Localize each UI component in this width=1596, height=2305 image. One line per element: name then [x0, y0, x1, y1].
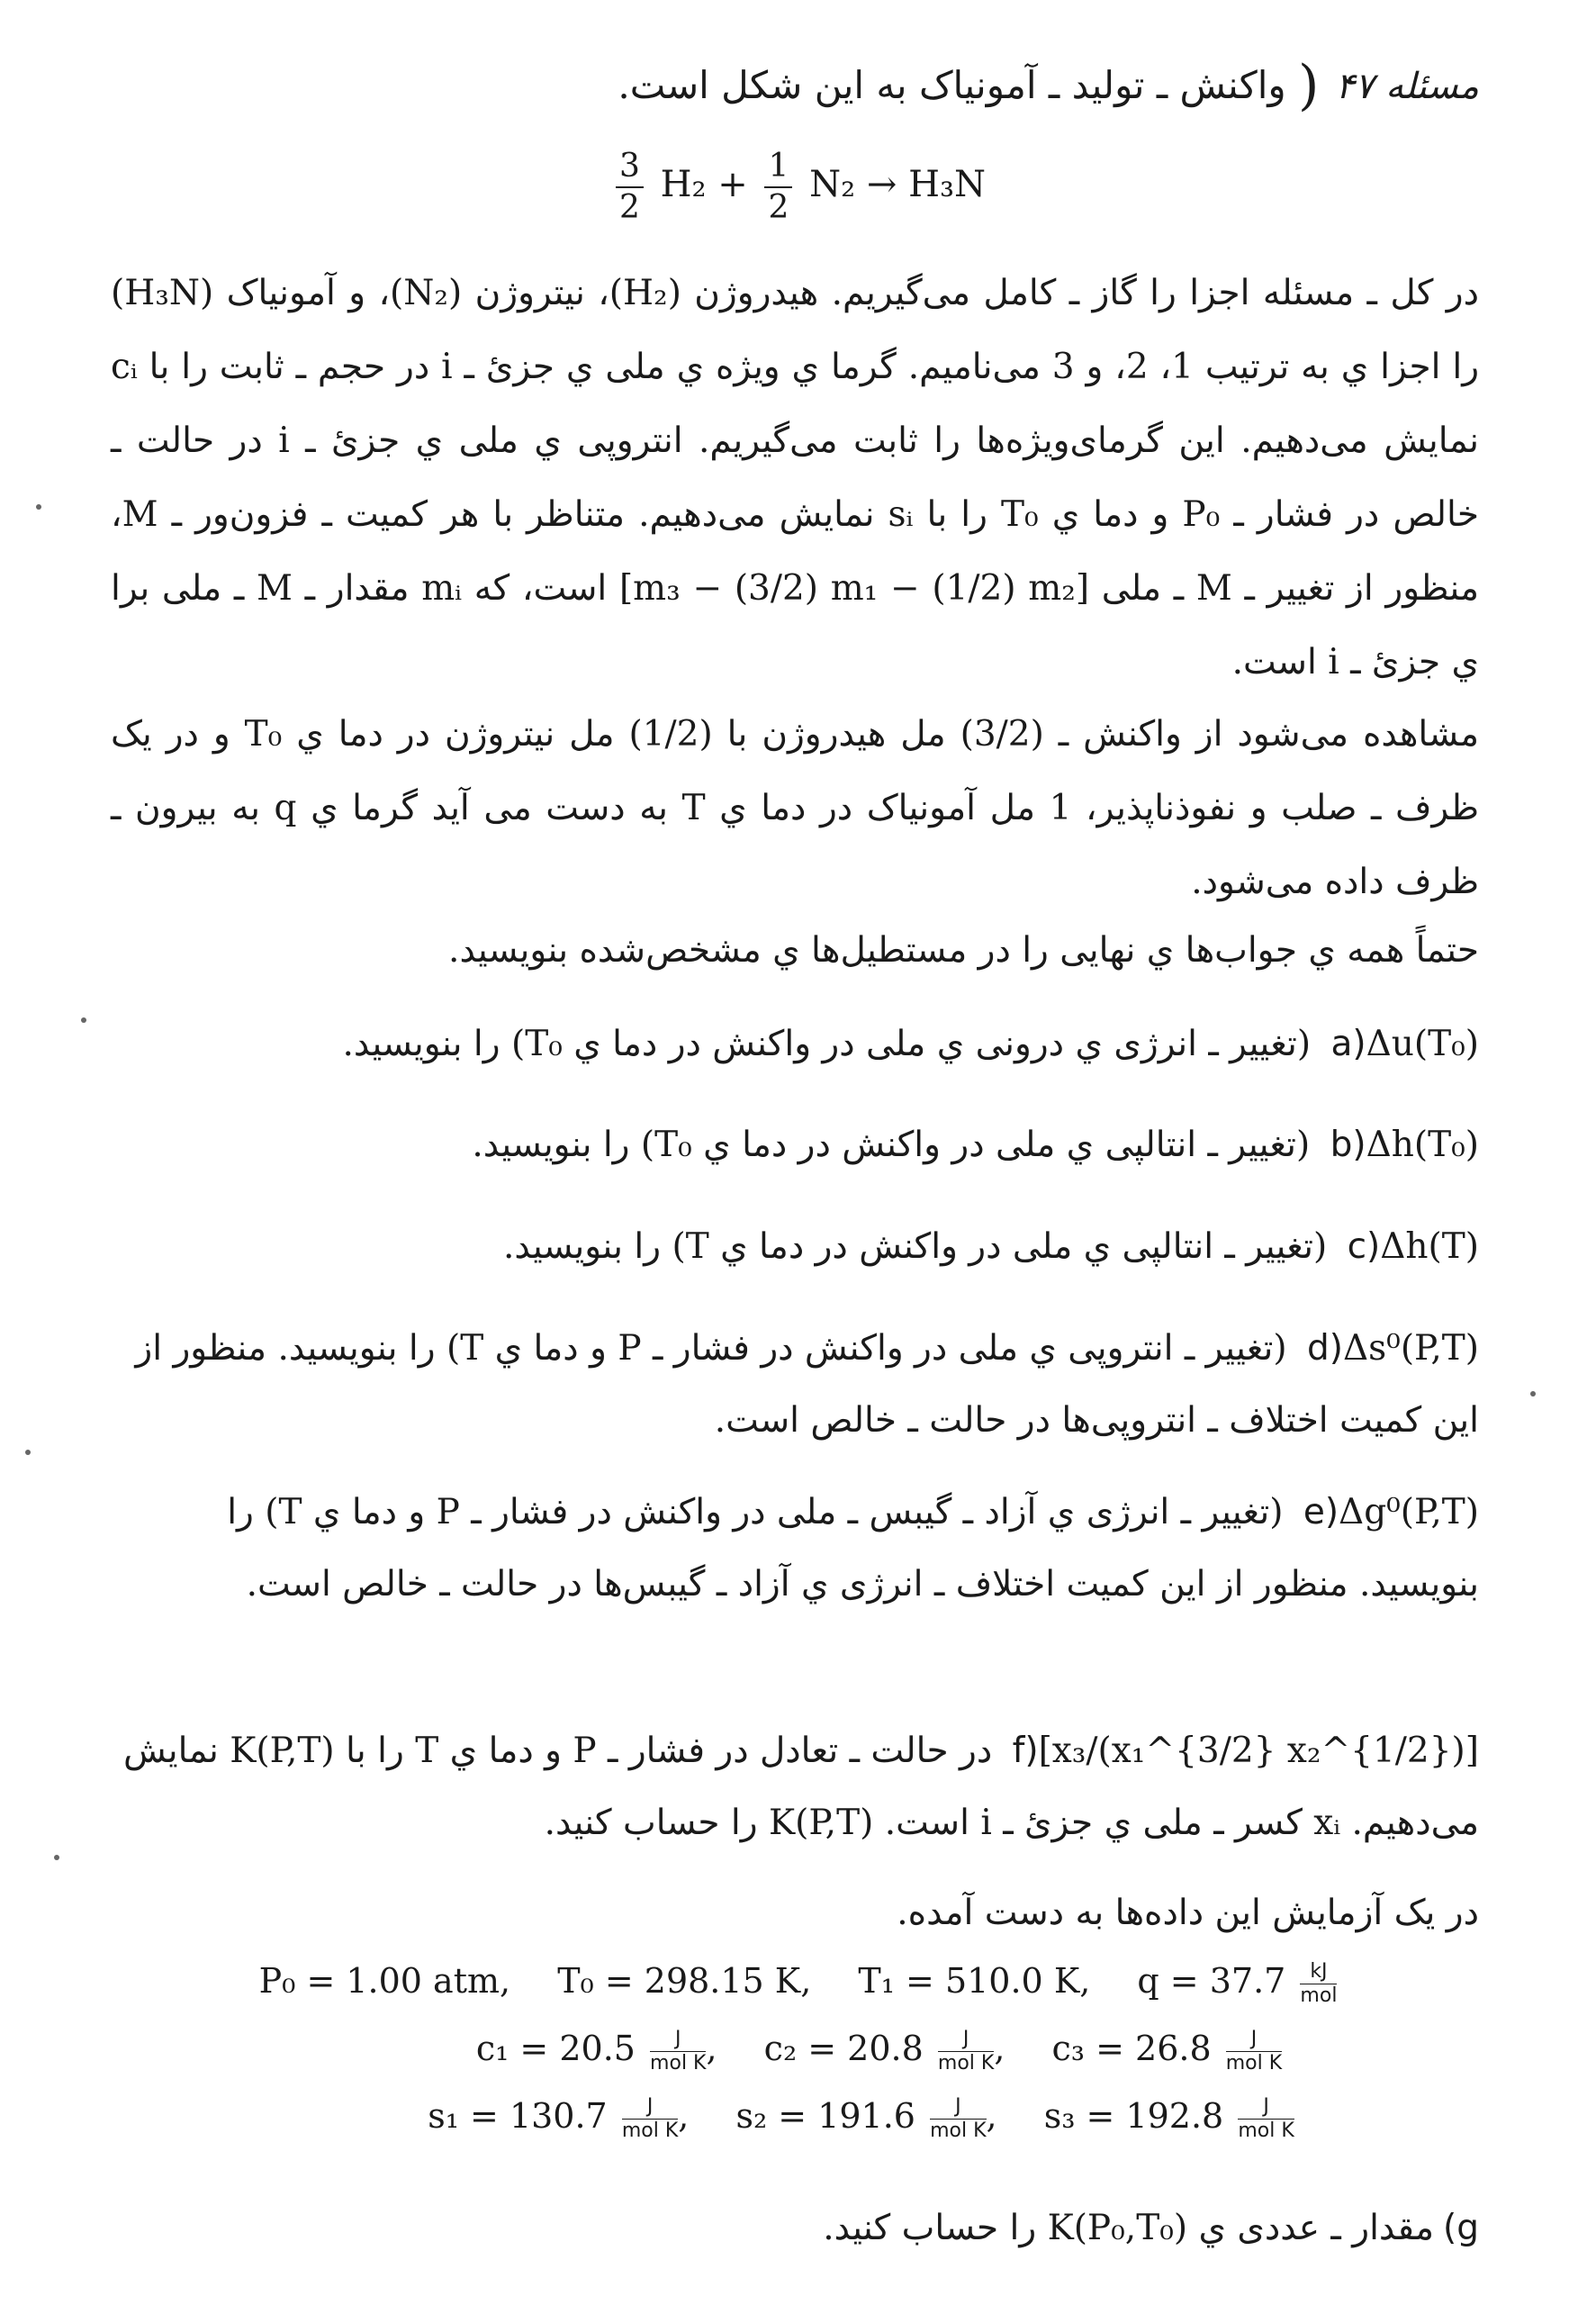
- item-c-label: c): [1347, 1226, 1381, 1267]
- c1-unit: [650, 2029, 706, 2074]
- c1-unit-num: J: [650, 2029, 706, 2052]
- c2-unit-num: J: [938, 2029, 994, 2052]
- problem-label: مسئله ۴۷: [1335, 66, 1479, 107]
- scan-speck: [25, 1450, 31, 1455]
- c3-value: c₃ = 26.8: [1051, 2029, 1212, 2068]
- s1-unit: [622, 2097, 678, 2141]
- coef-h-fraction: [616, 150, 644, 224]
- c1-value: c₁ = 20.5: [475, 2029, 636, 2068]
- experiment-intro: در یک آزمایش این داده‌ها به دست آمده.: [897, 1893, 1479, 1933]
- s2-value: s₂ = 191.6: [735, 2096, 915, 2136]
- t1-value: T₁ = 510.0 K,: [858, 1961, 1091, 2001]
- s3-unit-den: mol K: [1238, 2120, 1294, 2142]
- c2-unit-den: mol K: [937, 2052, 995, 2074]
- q-unit: [1300, 1962, 1337, 2006]
- item-a: [111, 1008, 1479, 1080]
- reaction-arrow: →: [866, 164, 897, 205]
- item-e-text: Δg⁰(P,T) (تغییر ـ انرژی ي آزاد ـ گیبس ـ ملی در واکنش در فشار ـ P و دما ي T) را بنویسید. منظور از این کمیت اختلاف ـ انرژی ي آزاد ـ گیبس‌ها در حالت ـ خالص است.: [227, 1492, 1479, 1604]
- item-g-text: مقدار ـ عددی ي K(P₀,T₀) را حساب کنید.: [823, 2208, 1435, 2248]
- paragraph-instruction: حتماً همه ي جواب‌ها ي نهایی را در مستطیل‌ها ي مشخص‌شده بنویسید.: [448, 930, 1479, 971]
- item-g: [111, 2192, 1479, 2264]
- scan-speck: [1530, 1391, 1536, 1397]
- item-a-label: a): [1330, 1024, 1366, 1064]
- n2-symbol: N₂: [809, 164, 856, 205]
- c2-unit: [938, 2029, 994, 2074]
- item-b-label: b): [1330, 1125, 1366, 1165]
- coef-n-fraction: [764, 150, 792, 224]
- h2-symbol: H₂: [660, 164, 707, 205]
- item-b-text: Δh(T₀) (تغییر ـ انتالپی ي ملی در واکنش در دما ي T₀) را بنویسید.: [472, 1125, 1479, 1165]
- s3-value: s₃ = 192.8: [1043, 2096, 1224, 2136]
- coef-h-num: 3: [616, 150, 644, 188]
- c3-unit: [1226, 2029, 1282, 2074]
- product-symbol: H₃N: [908, 164, 987, 205]
- item-d: [111, 1313, 1479, 1457]
- item-b: [111, 1109, 1479, 1181]
- coef-h-den: 2: [618, 189, 640, 226]
- intro-text: واکنش ـ تولید ـ آمونیاک به این شکل است.: [618, 63, 1286, 107]
- item-e-label: e): [1303, 1492, 1339, 1532]
- scan-speck: [81, 1017, 86, 1023]
- scan-speck: [36, 504, 41, 510]
- c3-unit-num: J: [1226, 2029, 1282, 2052]
- data-row-3: s₁ = 130.7 $\frac{J}{\text{mol K}}$ , s₂ = 191.6 $\frac{J}{\text{mol K}}$ , s₃ = 192.8 $\frac{J}{\text{mol K}}$: [428, 2095, 1294, 2142]
- item-d-label: d): [1307, 1328, 1343, 1369]
- item-a-text: Δu(T₀) (تغییر ـ انرژی ي درونی ي ملی در واکنش در دما ي T₀) را بنویسید.: [342, 1024, 1479, 1064]
- s2-unit-den: mol K: [930, 2120, 987, 2142]
- item-g-label: g): [1443, 2208, 1479, 2248]
- p0-value: P₀ = 1.00 atm,: [258, 1961, 511, 2001]
- s1-unit-num: J: [622, 2097, 678, 2120]
- data-row-2: c₁ = 20.5 $\frac{J}{\text{mol K}}$ , c₂ = 20.8 $\frac{J}{\text{mol K}}$ , c₃ = 26.8 $\frac{J}{\text{mol K}}$: [475, 2028, 1283, 2074]
- header-line: [111, 45, 1479, 126]
- t0-value: T₀ = 298.15 K,: [557, 1961, 812, 2001]
- c1-unit-den: mol K: [650, 2052, 707, 2074]
- item-e: [111, 1477, 1479, 1621]
- s3-unit-num: J: [1238, 2097, 1294, 2120]
- q-value: q = 37.7: [1137, 1961, 1286, 2001]
- coef-n-num: 1: [764, 150, 792, 188]
- paragraph-observation: مشاهده می‌شود از واکنش ـ (3/2) مل هیدروژن با (1/2) مل نیتروژن در دما ي T₀ و در یک ظرف ـ صلب و نفوذناپذیر، 1 مل آمونیاک در دما ي T به دست می آید گرما ي q به بیرون ـ ظرف داده می‌شود.: [111, 714, 1479, 902]
- item-c-text: Δh(T) (تغییر ـ انتالپی ي ملی در واکنش در دما ي T) را بنویسید.: [502, 1226, 1479, 1267]
- q-unit-den: mol: [1300, 1984, 1338, 2007]
- item-f-label: f): [1012, 1731, 1039, 1771]
- c3-unit-den: mol K: [1225, 2052, 1283, 2074]
- plus-sign: +: [717, 164, 748, 205]
- item-f-text: [x₃/(x₁^{3/2} x₂^{1/2})] در حالت ـ تعادل در فشار ـ P و دما ي T را با K(P,T) نمایش می‌دهیم. xᵢ کسر ـ ملی ي جزئ ـ i است. K(P,T) را حساب کنید.: [123, 1731, 1479, 1843]
- reaction-equation: [0, 135, 1596, 234]
- c2-value: c₂ = 20.8: [763, 2029, 924, 2068]
- scan-speck: [54, 1855, 59, 1860]
- s3-unit: [1238, 2097, 1294, 2141]
- s2-unit-num: J: [930, 2097, 986, 2120]
- bracket-mark: (: [1298, 54, 1320, 117]
- paragraph-definitions: در کل ـ مسئله اجزا را گاز ـ کامل می‌گیریم. هیدروژن (H₂)، نیتروژن (N₂)، و آمونیاک (H₃N) را اجزا ي به ترتیب 1، 2، و 3 می‌نامیم. گرما ي ویژه ي ملی ي جزئ ـ i در حجم ـ ثابت را با cᵢ نمایش می‌دهیم. این گرمای‌ویژه‌ها را ثابت می‌گیریم. انتروپی ي ملی ي جزئ ـ i در حالت ـ خالص در فشار ـ P₀ و دما ي T₀ را با sᵢ نمایش می‌دهیم. متناظر با هر کمیت ـ فزون‌ور ـ M، منظور از تغییر ـ M ـ ملی [m₃ − (3/2) m₁ − (1/2) m₂] است، که mᵢ مقدار ـ M ـ ملی برا ي جزئ ـ i است.: [111, 273, 1480, 682]
- data-row-1: [0, 1949, 1596, 2012]
- s2-unit: [930, 2097, 986, 2141]
- item-c: [111, 1211, 1479, 1283]
- coef-n-den: 2: [768, 189, 789, 226]
- s1-value: s₁ = 130.7: [428, 2096, 608, 2136]
- item-f: [111, 1715, 1479, 1859]
- q-unit-num: kJ: [1300, 1962, 1337, 1984]
- s1-unit-den: mol K: [621, 2120, 679, 2142]
- item-d-text: Δs⁰(P,T) (تغییر ـ انتروپی ي ملی در واکنش در فشار ـ P و دما ي T) را بنویسید. منظور از این کمیت اختلاف ـ انتروپی‌ها در حالت ـ خالص است.: [135, 1328, 1479, 1441]
